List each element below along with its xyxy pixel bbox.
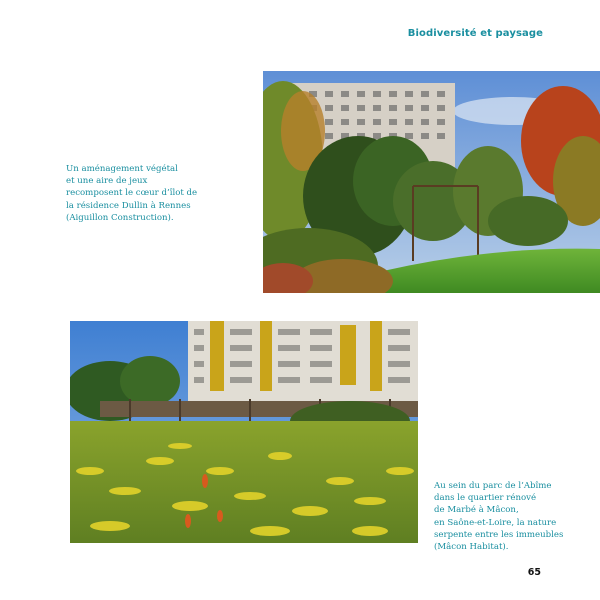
garden-photo-macon	[70, 321, 418, 543]
caption-line: recomposent le cœur d’îlot de	[66, 188, 198, 199]
caption-line: (Mâcon Habitat).	[434, 542, 509, 553]
caption-line: dans le quartier rénové	[434, 493, 537, 504]
caption-line: en Saône-et-Loire, la nature	[434, 517, 557, 528]
photo-parc-abime-macon	[70, 321, 418, 543]
caption-line: la résidence Dullin à Rennes	[66, 200, 191, 211]
caption-line: (Aiguillon Construction).	[66, 212, 174, 223]
section-title: Biodiversité et paysage	[407, 28, 543, 39]
photo-residence-dullin-rennes	[263, 71, 600, 293]
caption-macon	[434, 480, 563, 553]
page-number: 65	[527, 567, 541, 578]
caption-line: serpente entre les immeubles	[434, 529, 564, 540]
caption-line: Un aménagement végétal	[66, 164, 178, 174]
caption-rennes	[66, 163, 197, 224]
caption-line: et une aire de jeux	[66, 176, 148, 187]
garden-photo-rennes	[263, 71, 600, 293]
caption-line: Au sein du parc de l’Abîme	[434, 481, 552, 491]
caption-line: de Marbé à Mâcon,	[434, 505, 519, 516]
